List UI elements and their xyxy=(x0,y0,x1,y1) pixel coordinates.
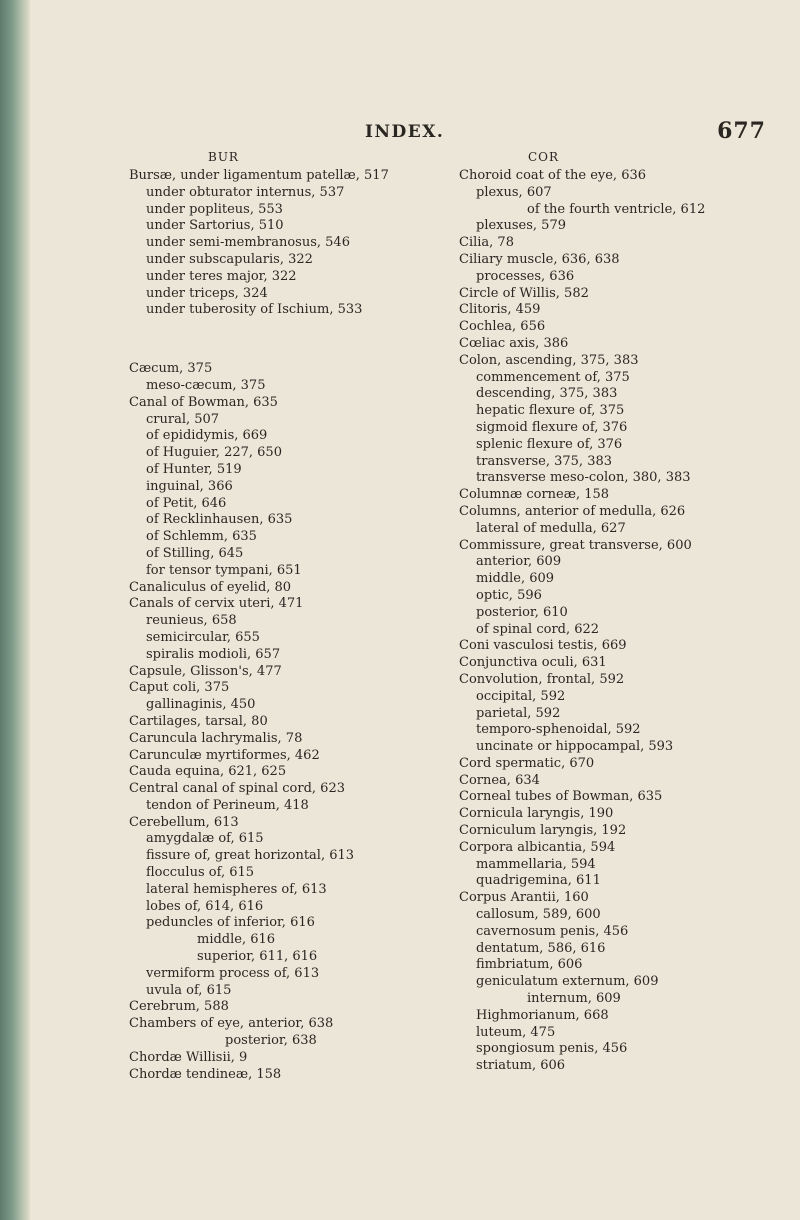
guide-word-right: COR xyxy=(528,150,560,164)
index-subentry: of Hunter, 519 xyxy=(146,461,242,477)
index-subentry: plexuses, 579 xyxy=(476,218,566,234)
index-entry: Choroid coat of the eye, 636 xyxy=(459,168,647,183)
index-subentry: under tuberosity of Ischium, 533 xyxy=(146,302,363,318)
index-subentry: processes, 636 xyxy=(476,268,575,284)
index-entry: Cord spermatic, 670 xyxy=(459,755,595,771)
index-entry: Coni vasculosi testis, 669 xyxy=(459,638,627,654)
index-entry: Capsule, Glisson's, 477 xyxy=(129,663,282,679)
index-subentry: of Stilling, 645 xyxy=(146,545,244,561)
index-subentry: inguinal, 366 xyxy=(146,478,233,494)
index-subentry: reunieus, 658 xyxy=(146,613,237,629)
index-subentry: middle, 616 xyxy=(197,932,276,948)
index-entry: Cæcum, 375 xyxy=(129,361,213,377)
index-entry: Clitoris, 459 xyxy=(459,302,541,318)
index-subentry: for tensor tympani, 651 xyxy=(146,562,302,578)
index-entry: Cilia, 78 xyxy=(459,235,514,251)
index-subentry: under teres major, 322 xyxy=(146,268,297,284)
index-subentry: amygdalæ of, 615 xyxy=(146,831,264,847)
index-subentry: sigmoid flexure of, 376 xyxy=(476,419,628,435)
index-subentry: of Schlemm, 635 xyxy=(146,529,257,545)
index-subentry: superior, 611, 616 xyxy=(197,949,318,965)
index-subentry: posterior, 610 xyxy=(476,604,568,620)
index-entry: Cornicula laryngis, 190 xyxy=(459,806,614,822)
index-entry: Carunculæ myrtiformes, 462 xyxy=(129,747,320,763)
index-subentry: under Sartorius, 510 xyxy=(146,218,284,234)
index-subentry: geniculatum externum, 609 xyxy=(476,974,659,990)
page-header xyxy=(30,118,800,148)
index-subentry: of Huguier, 227, 650 xyxy=(146,445,282,461)
index-subentry: posterior, 638 xyxy=(225,1033,317,1049)
index-entry: Cauda equina, 621, 625 xyxy=(129,764,287,780)
index-subentry: of Recklinhausen, 635 xyxy=(146,512,293,528)
page-number: 677 xyxy=(717,118,766,144)
index-subentry: lobes of, 614, 616 xyxy=(146,898,264,914)
index-entry: Caruncula lachrymalis, 78 xyxy=(129,730,303,746)
index-subentry: peduncles of inferior, 616 xyxy=(146,915,315,931)
index-subentry: luteum, 475 xyxy=(476,1024,556,1040)
index-subentry: dentatum, 586, 616 xyxy=(476,940,606,956)
index-subentry: uvula of, 615 xyxy=(146,982,232,998)
index-subentry: fimbriatum, 606 xyxy=(476,957,583,973)
index-subentry: internum, 609 xyxy=(527,991,621,1007)
index-entry: Canal of Bowman, 635 xyxy=(129,394,278,410)
index-subentry: optic, 596 xyxy=(476,587,542,603)
index-entry: Columnæ corneæ, 158 xyxy=(459,487,610,503)
index-entry: Corniculum laryngis, 192 xyxy=(459,823,627,839)
index-subentry: semicircular, 655 xyxy=(146,629,260,645)
index-entry: Canaliculus of eyelid, 80 xyxy=(129,579,292,595)
index-subentry: fissure of, great horizontal, 613 xyxy=(146,848,355,864)
index-subentry: transverse meso-colon, 380, 383 xyxy=(476,470,691,486)
index-subentry: quadrigemina, 611 xyxy=(476,873,601,889)
index-entry: Corneal tubes of Bowman, 635 xyxy=(459,789,663,805)
index-entry: Convolution, frontal, 592 xyxy=(459,671,625,687)
index-entry: Corpora albicantia, 594 xyxy=(459,839,616,855)
index-subentry: anterior, 609 xyxy=(476,554,562,570)
index-subentry: cavernosum penis, 456 xyxy=(476,923,629,939)
index-subentry: Highmorianum, 668 xyxy=(476,1007,609,1023)
index-subentry: splenic flexure of, 376 xyxy=(476,436,623,452)
guide-word-left: BUR xyxy=(208,150,239,164)
index-subentry: under obturator internus, 537 xyxy=(146,184,345,200)
index-entry: Cerebellum, 613 xyxy=(129,814,239,830)
index-entry: Circle of Willis, 582 xyxy=(459,285,589,301)
index-subentry: under popliteus, 553 xyxy=(146,201,283,217)
index-entry: Chordæ tendineæ, 158 xyxy=(129,1066,282,1082)
index-subentry: callosum, 589, 600 xyxy=(476,907,601,923)
index-subentry: tendon of Perineum, 418 xyxy=(146,797,309,813)
index-subentry: middle, 609 xyxy=(476,571,555,587)
index-column-right xyxy=(459,168,799,1075)
index-subentry: of epididymis, 669 xyxy=(146,428,268,444)
index-entry: Cerebrum, 588 xyxy=(129,999,229,1015)
index-subentry: commencement of, 375 xyxy=(476,369,630,385)
index-subentry: gallinaginis, 450 xyxy=(146,697,256,713)
index-entry: Columns, anterior of medulla, 626 xyxy=(459,503,686,519)
index-entry: Caput coli, 375 xyxy=(129,680,230,696)
index-entry: Cornea, 634 xyxy=(459,772,540,788)
running-title: INDEX. xyxy=(365,122,445,142)
index-subentry: vermiform process of, 613 xyxy=(146,965,320,981)
index-entry: Colon, ascending, 375, 383 xyxy=(459,352,639,368)
index-entry: Commissure, great transverse, 600 xyxy=(459,537,692,553)
index-entry: Canals of cervix uteri, 471 xyxy=(129,596,304,612)
index-entry: Cœliac axis, 386 xyxy=(459,335,569,351)
index-subentry: spiralis modioli, 657 xyxy=(146,646,281,662)
index-subentry: of the fourth ventricle, 612 xyxy=(527,201,706,217)
index-entry: Chordæ Willisii, 9 xyxy=(129,1049,248,1065)
index-subentry: parietal, 592 xyxy=(476,705,561,721)
index-subentry: temporo-sphenoidal, 592 xyxy=(476,722,641,738)
index-column-left xyxy=(129,168,469,1083)
entry-gap xyxy=(129,319,469,361)
index-subentry: uncinate or hippocampal, 593 xyxy=(476,739,674,755)
index-subentry: striatum, 606 xyxy=(476,1058,566,1074)
index-subentry: plexus, 607 xyxy=(476,184,552,200)
index-subentry: lateral of medulla, 627 xyxy=(476,520,626,536)
index-subentry: flocculus of, 615 xyxy=(146,865,255,881)
index-subentry: crural, 507 xyxy=(146,411,220,427)
index-subentry: transverse, 375, 383 xyxy=(476,453,613,469)
index-subentry: hepatic flexure of, 375 xyxy=(476,403,625,419)
index-subentry: of spinal cord, 622 xyxy=(476,621,600,637)
index-entry: Cartilages, tarsal, 80 xyxy=(129,713,268,729)
book-binding-edge xyxy=(0,0,30,1220)
index-subentry: descending, 375, 383 xyxy=(476,386,618,402)
index-entry: Bursæ, under ligamentum patellæ, 517 xyxy=(129,168,389,183)
index-subentry: spongiosum penis, 456 xyxy=(476,1041,628,1057)
index-subentry: under subscapularis, 322 xyxy=(146,251,313,267)
index-subentry: lateral hemispheres of, 613 xyxy=(146,881,327,897)
index-entry: Corpus Arantii, 160 xyxy=(459,890,589,906)
index-entry: Chambers of eye, anterior, 638 xyxy=(129,1016,334,1032)
index-entry: Ciliary muscle, 636, 638 xyxy=(459,251,620,267)
index-subentry: meso-cæcum, 375 xyxy=(146,377,266,393)
index-subentry: mammellaria, 594 xyxy=(476,856,596,872)
index-subentry: of Petit, 646 xyxy=(146,495,227,511)
index-subentry: under triceps, 324 xyxy=(146,285,268,301)
index-entry: Cochlea, 656 xyxy=(459,319,546,335)
index-entry: Central canal of spinal cord, 623 xyxy=(129,781,345,797)
index-subentry: under semi-membranosus, 546 xyxy=(146,235,350,251)
index-entry: Conjunctiva oculi, 631 xyxy=(459,655,607,671)
index-page xyxy=(30,0,800,1220)
index-subentry: occipital, 592 xyxy=(476,688,566,704)
